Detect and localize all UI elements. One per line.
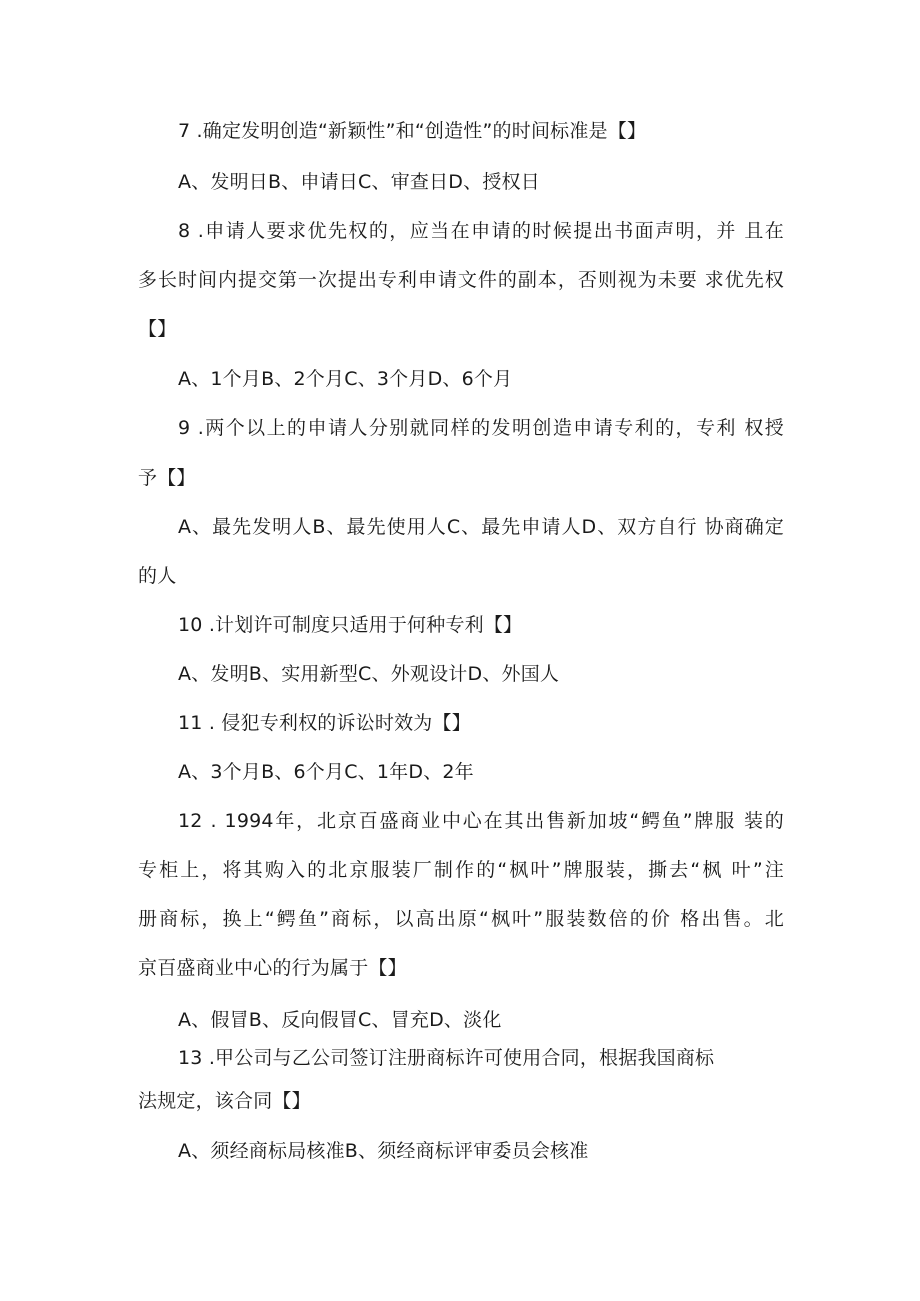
question-12-options: A、假冒B、反向假冒C、冒充D、淡化 — [178, 1009, 502, 1031]
question-13-stem-line1: 13 .甲公司与乙公司签订注册商标许可使用合同，根据我国商标 — [178, 1047, 715, 1069]
question-12-stem-line3: 册商标，换上“鳄鱼”商标，以高出原“枫叶”服装数倍的价 格出售。北 — [138, 908, 784, 930]
question-10-options: A、发明B、实用新型C、外观设计D、外国人 — [178, 663, 560, 685]
question-9-options-line1: A、最先发明人B、最先使用人C、最先申请人D、双方自行 协商确定 — [178, 516, 784, 538]
question-12-stem-line1: 12 . 1994年，北京百盛商业中心在其出售新加坡“鳄鱼”牌服 装的 — [178, 810, 784, 832]
question-8-stem-line3: 【】 — [138, 318, 177, 340]
question-8-stem-line2: 多长时间内提交第一次提出专利申请文件的副本，否则视为未要 求优先权 — [138, 269, 784, 291]
question-7-stem: 7 .确定发明创造“新颖性”和“创造性”的时间标准是【】 — [178, 120, 647, 142]
question-9-options-line2: 的人 — [138, 565, 177, 587]
question-12-stem-line4: 京百盛商业中心的行为属于【】 — [138, 957, 407, 979]
question-9-stem-line1: 9 .两个以上的申请人分别就同样的发明创造申请专利的，专利 权授 — [178, 417, 784, 439]
question-9-stem-line2: 予【】 — [138, 467, 196, 489]
question-13-stem-line2: 法规定，该合同【】 — [138, 1090, 311, 1112]
question-13-options: A、须经商标局核准B、须经商标评审委员会核准 — [178, 1140, 589, 1162]
question-7-options: A、发明日B、申请日C、审查日D、授权日 — [178, 171, 540, 193]
question-10-stem: 10 .计划许可制度只适用于何种专利【】 — [178, 614, 523, 636]
question-11-stem: 11 . 侵犯专利权的诉讼时效为【】 — [178, 712, 471, 734]
question-8-stem-line1: 8 .申请人要求优先权的，应当在申请的时候提出书面声明，并 且在 — [178, 220, 784, 242]
question-11-options: A、3个月B、6个月C、1年D、2年 — [178, 761, 474, 783]
question-8-options: A、1个月B、2个月C、3个月D、6个月 — [178, 368, 513, 390]
question-12-stem-line2: 专柜上，将其购入的北京服装厂制作的“枫叶”牌服装，撕去“枫 叶”注 — [138, 859, 784, 881]
